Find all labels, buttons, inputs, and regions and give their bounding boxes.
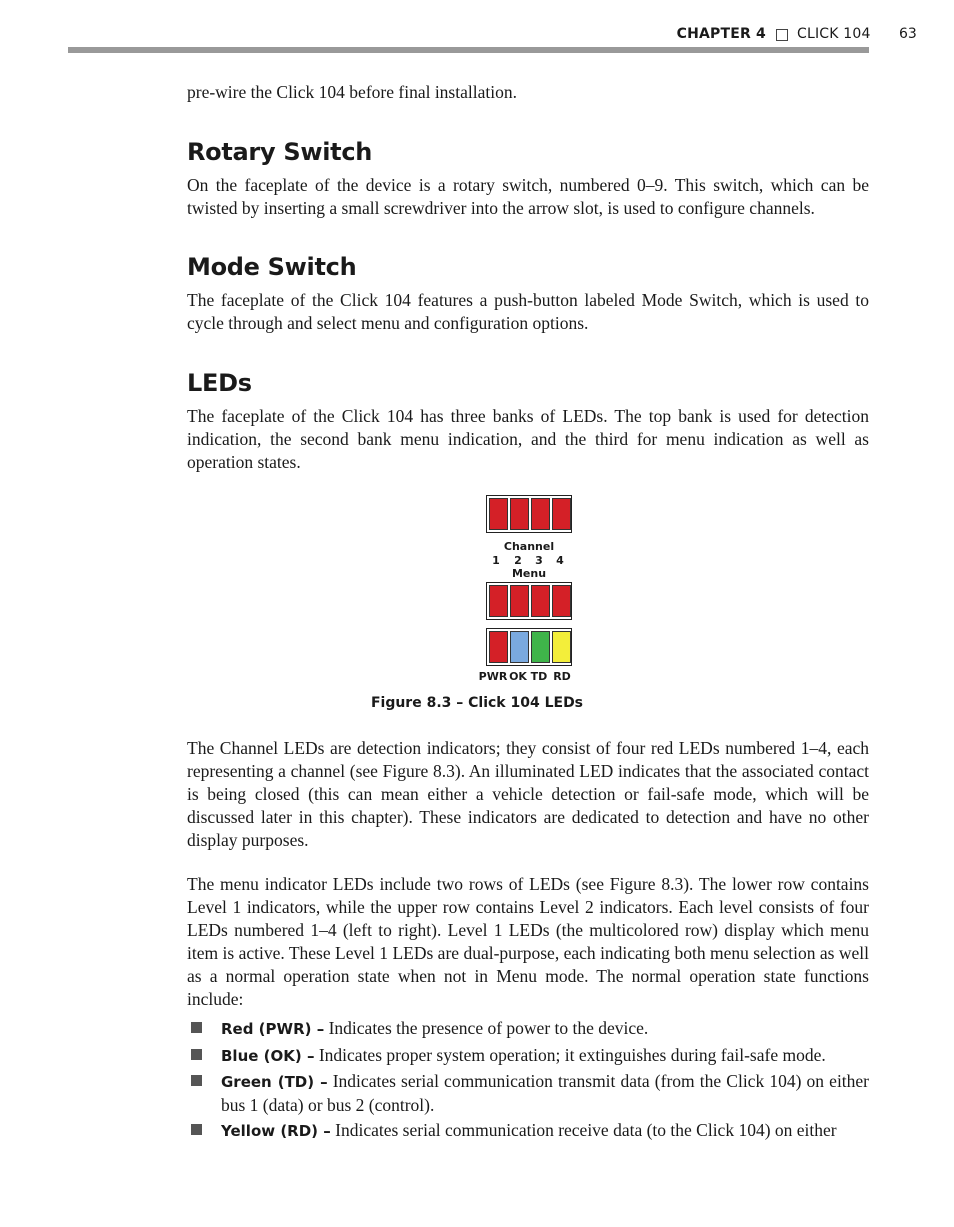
menu-led-bank: [486, 582, 572, 620]
channel-led-3: [531, 498, 550, 530]
mode-switch-body: The faceplate of the Click 104 features a push-button labeled Mode Switch, which is used to cycle through and select menu and configuration options.: [187, 290, 869, 333]
bullet-label: Yellow (RD) –: [221, 1122, 331, 1140]
menu-led-3: [531, 585, 550, 617]
menu-led-2: [510, 585, 529, 617]
square-bullet-icon: [191, 1075, 202, 1086]
status-label-td: TD: [530, 670, 548, 683]
bullet-label: Red (PWR) –: [221, 1020, 325, 1038]
td-led: [531, 631, 550, 663]
square-bullet-icon: [191, 1049, 202, 1060]
chapter-label: CHAPTER 4: [676, 26, 766, 42]
intro-fragment: pre-wire the Click 104 before final installation.: [187, 82, 517, 102]
channel-led-bank: [486, 495, 572, 533]
menu-led-4: [552, 585, 571, 617]
status-label-ok: OK: [509, 670, 527, 683]
heading-leds: LEDs: [187, 369, 252, 397]
bullet-text: Indicates serial communication receive data (to the Click 104) on either: [335, 1120, 837, 1140]
channel-led-2: [510, 498, 529, 530]
chapter-title: CLICK 104: [797, 26, 871, 42]
leds-body: The faceplate of the Click 104 has three banks of LEDs. The top bank is used for detection indication, the second bank menu indication, and the third for menu indication as well as operation states.: [187, 406, 869, 472]
channel-led-4: [552, 498, 571, 530]
menu-leds-paragraph: The menu indicator LEDs include two rows of LEDs (see Figure 8.3). The lower row contains Level 1 indicators, while the upper row contains Level 2 indicators. Each level consists of four LEDs numbered 1–4 (left to right). Level 1 LEDs (the multicolored row) display which menu item is active. These Level 1 LEDs are dual-purpose, each indicating both menu selection as well as a normal operation state when not in Menu mode. The normal operation state functions include:: [187, 874, 869, 1009]
pwr-led: [489, 631, 508, 663]
channel-number-3: 3: [535, 554, 543, 567]
figure-caption: Figure 8.3 – Click 104 LEDs: [370, 695, 584, 711]
square-bullet-icon: [191, 1022, 202, 1033]
running-header: [0, 26, 954, 46]
channel-number-4: 4: [556, 554, 564, 567]
header-separator-box: [776, 29, 788, 41]
square-bullet-icon: [191, 1124, 202, 1135]
bullet-label: Blue (OK) –: [221, 1047, 315, 1065]
bullet-text: Indicates the presence of power to the device.: [328, 1018, 649, 1038]
bullet-text: Indicates serial communication transmit data (from the Click 104) on either bus 1 (data) or bus 2 (control).: [221, 1071, 870, 1115]
menu-led-1: [489, 585, 508, 617]
heading-mode-switch: Mode Switch: [187, 253, 357, 281]
channel-leds-paragraph: The Channel LEDs are detection indicators; they consist of four red LEDs numbered 1–4, each representing a channel (see Figure 8.3). An illuminated LED indicates that the associated contact is being closed (this can mean either a vehicle detection or fail-safe mode, which will be discussed later in this chapter). These indicators are dedicated to detection and have no other display purposes.: [187, 738, 869, 850]
page-number: 63: [899, 26, 917, 42]
status-led-bank: [486, 628, 572, 666]
rd-led: [552, 631, 571, 663]
rotary-switch-body: On the faceplate of the device is a rotary switch, numbered 0–9. This switch, which can be twisted by inserting a small screwdriver into the arrow slot, is used to configure channels.: [187, 175, 869, 218]
channel-label: Channel: [503, 540, 555, 553]
status-label-rd: RD: [553, 670, 571, 683]
menu-label: Menu: [511, 567, 547, 580]
channel-number-2: 2: [514, 554, 522, 567]
status-label-pwr: PWR: [478, 670, 508, 683]
bullet-label: Green (TD) –: [221, 1073, 328, 1091]
heading-rotary-switch: Rotary Switch: [187, 138, 373, 166]
channel-number-1: 1: [492, 554, 500, 567]
header-rule: [68, 47, 869, 53]
ok-led: [510, 631, 529, 663]
bullet-text: Indicates proper system operation; it extinguishes during fail-safe mode.: [318, 1045, 826, 1065]
channel-led-1: [489, 498, 508, 530]
